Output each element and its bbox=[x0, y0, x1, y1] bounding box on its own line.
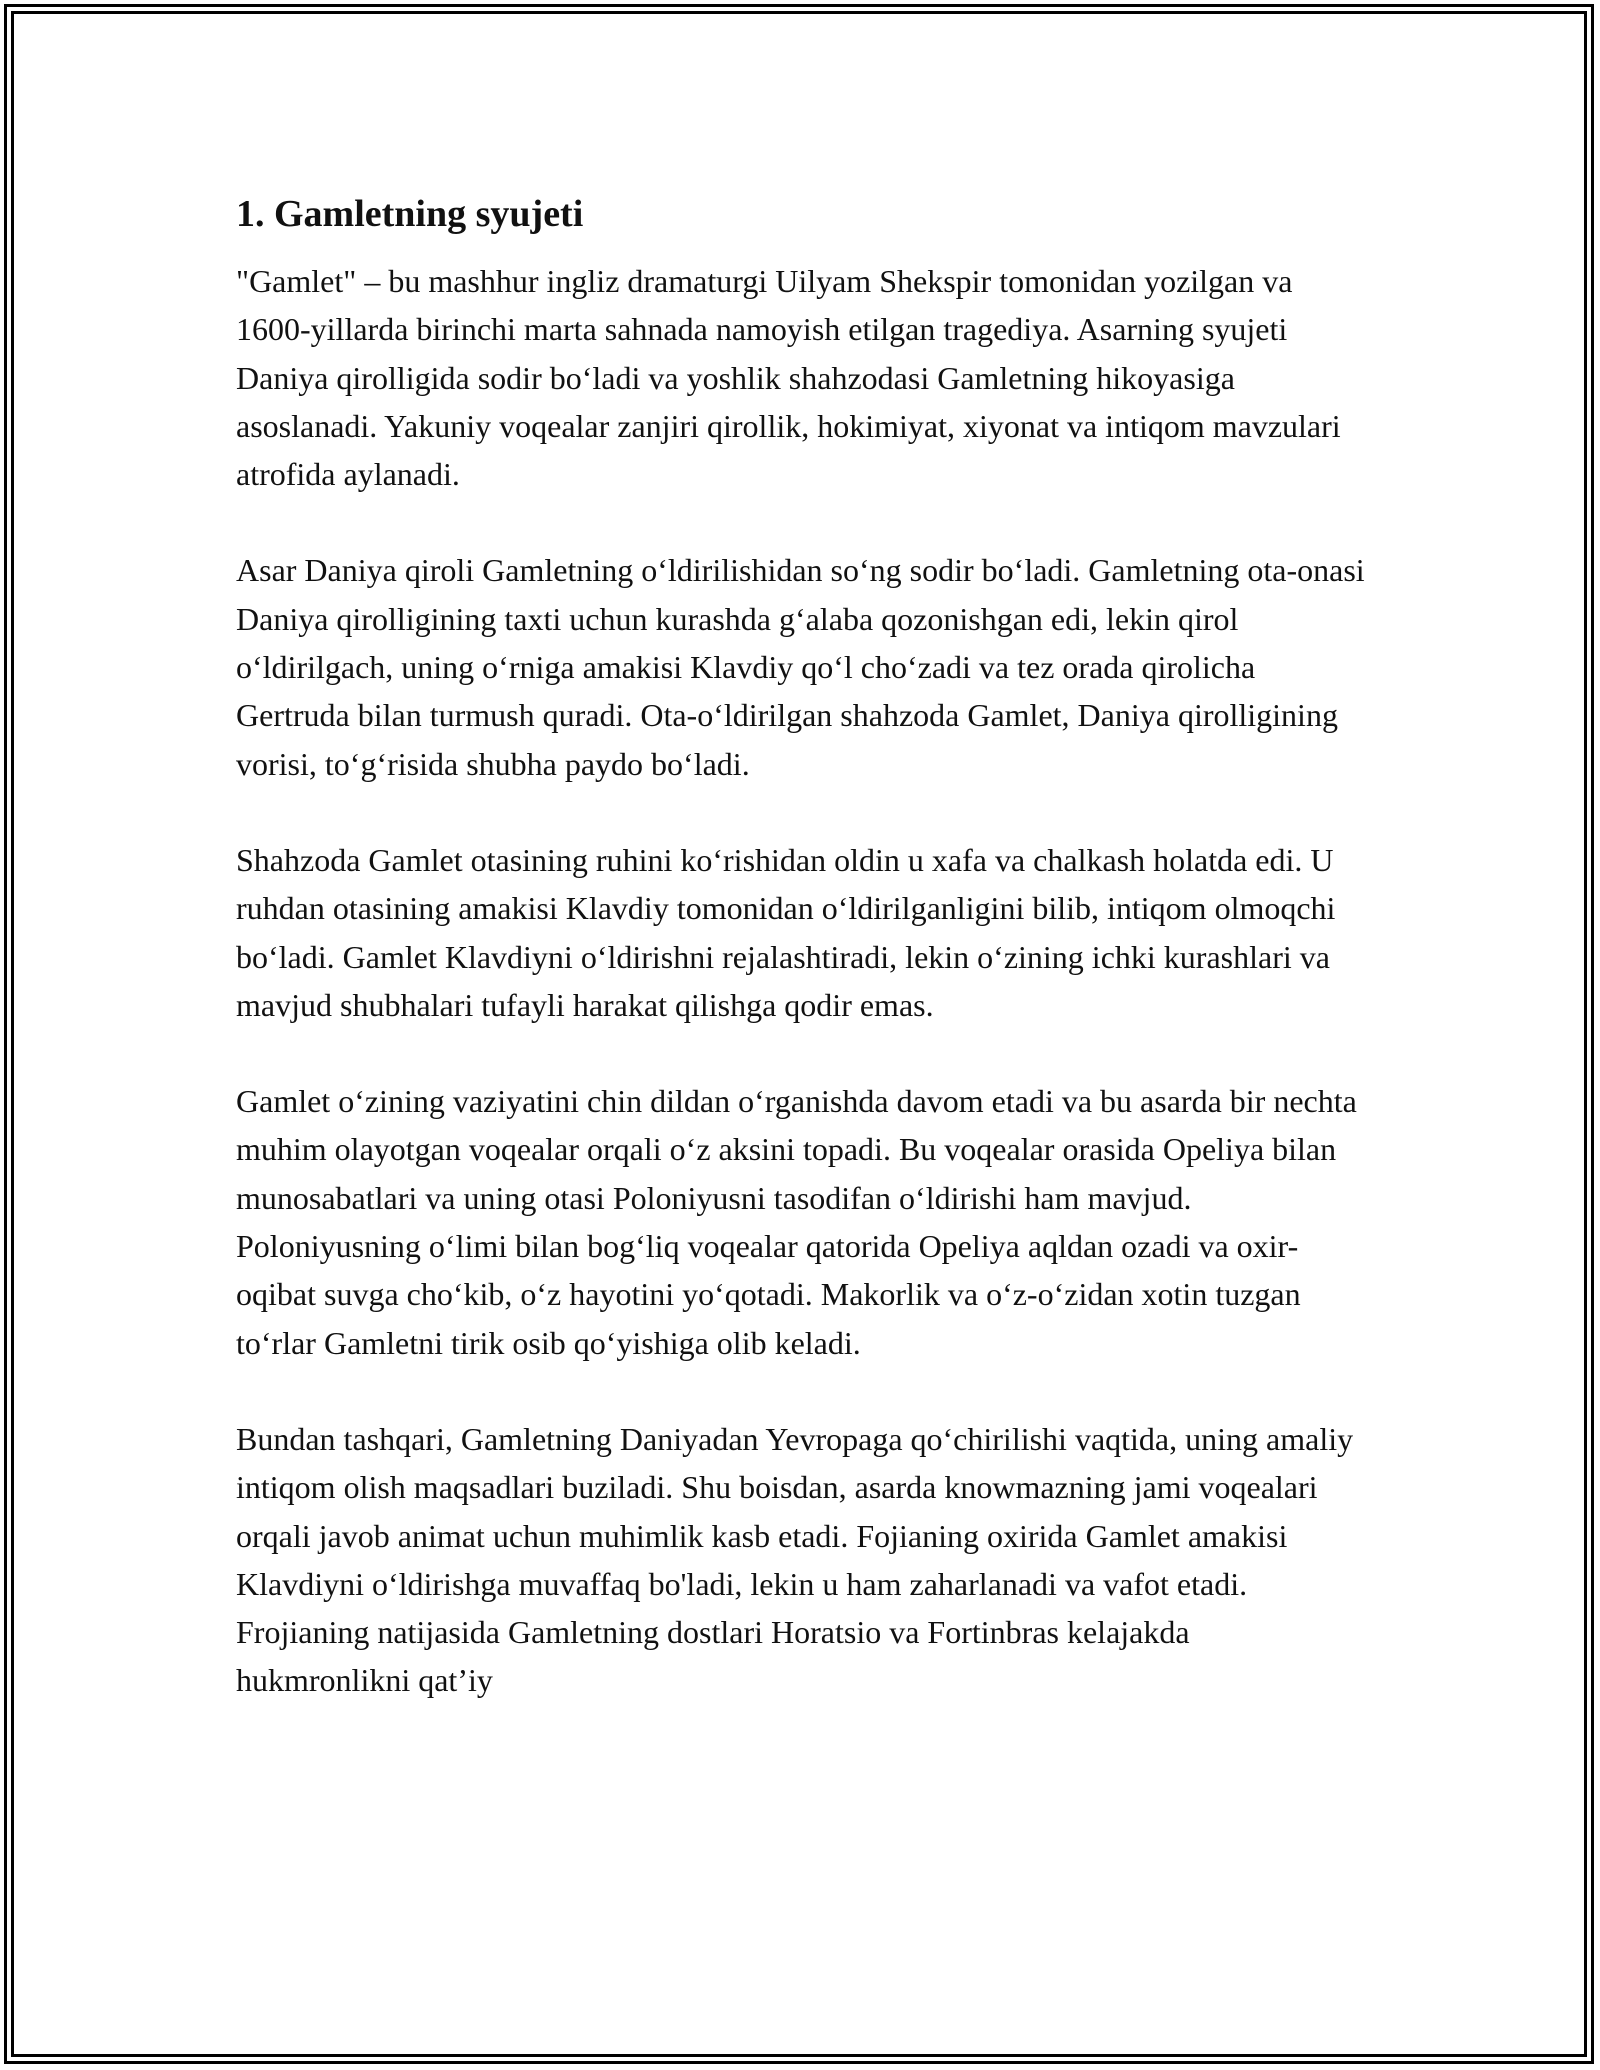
paragraph-4: Gamlet oʻzining vaziyatini chin dildan oʻrganishda davom etadi va bu asarda bir nechta muhim olayotgan voqealar orqali oʻz aksini topadi. Bu voqealar orasida Opeliya bilan munosabatlari va uning otasi Poloniyusni tasodifan oʻldirishi ham mavjud. Poloniyusning oʻlimi bilan bogʻliq voqealar qatorida Opeliya aqldan ozadi va oxir-oqibat suvga choʻkib, oʻz hayotini yoʻqotadi. Makorlik va oʻz-oʻzidan xotin tuzgan toʻrlar Gamletni tirik osib qoʻyishiga olib keladi. bbox=[236, 1083, 1357, 1361]
paragraph-3: Shahzoda Gamlet otasining ruhini koʻrishidan oldin u xafa va chalkash holatda edi. U ruhdan otasining amakisi Klavdiy tomonidan oʻldirilganligini bilib, intiqom olmoqchi boʻladi. Gamlet Klavdiyni oʻldirishni rejalashtiradi, lekin oʻzining ichki kurashlari va mavjud shubhalari tufayli harakat qilishga qodir emas. bbox=[236, 841, 1336, 1023]
paragraph-5: Bundan tashqari, Gamletning Daniyadan Yevropaga qoʻchirilishi vaqtida, uning amaliy intiqom olish maqsadlari buziladi. Shu boisdan, asarda knowmazning jami voqealari orqali javob animat uchun muhimlik kasb etadi. Fojianing oxirida Gamlet amakisi Klavdiyni oʻldirishga muvaffaq bo'ladi, lekin u ham zaharlanadi va vafot etadi. Frojianing natijasida Gamletning dostlari Horatsio va Fortinbras kelajakda hukmronlikni qat’iy bbox=[236, 1420, 1354, 1699]
page-title: 1. Gamletning syujeti bbox=[236, 193, 584, 235]
document-body bbox=[236, 190, 1366, 1753]
paragraph-1: "Gamlet" – bu mashhur ingliz dramaturgi Uilyam Shekspir tomonidan yozilgan va 1600-yillarda birinchi marta sahnada namoyish etilgan tragediya. Asarning syujeti Daniya qirolligida sodir boʻladi va yoshlik shahzodasi Gamletning hikoyasiga asoslanadi. Yakuniy voqealar zanjiri qirollik, hokimiyat, xiyonat va intiqom mavzulari atrofida aylanadi. bbox=[236, 263, 1341, 493]
paragraph-2: Asar Daniya qiroli Gamletning oʻldirilishidan soʻng sodir boʻladi. Gamletning ota-onasi Daniya qirolligining taxti uchun kurashda gʻalaba qozonishgan edi, lekin qirol oʻldirilgach, uning oʻrniga amakisi Klavdiy qoʻl choʻzadi va tez orada qirolicha Gertruda bilan turmush quradi. Ota-oʻldirilgan shahzoda Gamlet, Daniya qirolligining vorisi, toʻgʻrisida shubha paydo boʻladi. bbox=[236, 552, 1365, 782]
